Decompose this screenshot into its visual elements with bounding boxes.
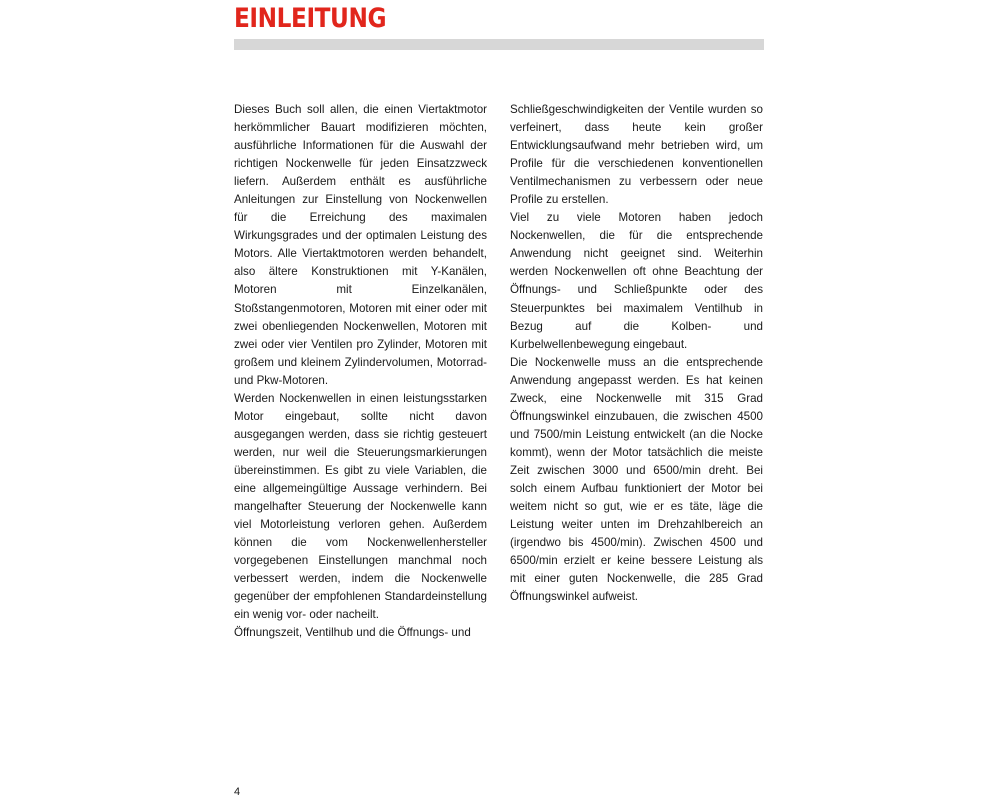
paragraph: Schließgeschwindigkeiten der Ventile wurden so verfeinert, dass heute kein großer Entwicklungsaufwand mehr betrieben wird, um Profile für die verschiedenen konventionellen Ventilmechanismen zu verbessern oder neue Profile zu erstellen.: [510, 103, 763, 207]
paragraph: Öffnungszeit, Ventilhub und die Öffnungs- und: [234, 626, 471, 640]
paragraph: Werden Nockenwellen in einen leistungsstarken Motor eingebaut, sollte nicht davon ausgegangen werden, dass sie richtig gesteuert werden, nur weil die Steuerungsmarkierungen übereinstimmen. Es gibt zu viele Variablen, die eine allgemeingültige Aussage verhindern. Bei mangelhafter Steuerung der Nockenwelle kann viel Motorleistung verloren gehen. Außerdem können die vom Nockenwellenhersteller vorgegebenen Einstellungen manchmal noch verbessert werden, indem die Nockenwelle gegenüber der empfohlenen Standardeinstellung ein wenig vor- oder nacheilt.: [234, 391, 487, 622]
title-rule: [234, 39, 764, 50]
paragraph: Viel zu viele Motoren haben jedoch Nockenwellen, die für die entsprechende Anwendung nicht geeignet sind. Weiterhin werden Nockenwellen oft ohne Beachtung der Öffnungs- und Schließpunkte oder des Steuerpunktes bei maximalem Ventilhub in Bezug auf die Kolben- und Kurbelwellenbewegung eingebaut.: [510, 211, 763, 351]
page-title: EINLEITUNG: [234, 3, 387, 34]
left-text-column: [234, 101, 487, 642]
right-text-column: [510, 101, 763, 606]
page-number: 4: [234, 786, 241, 798]
paragraph: Dieses Buch soll allen, die einen Viertaktmotor herkömmlicher Bauart modifizieren möchten, ausführliche Informationen für die Auswahl der richtigen Nockenwelle für jeden Einsatzzweck liefern. Außerdem enthält es ausführliche Anleitungen zur Einstellung von Nockenwellen für die Erreichung des maximalen Wirkungsgrades und der optimalen Leistung des Motors. Alle Viertaktmotoren werden behandelt, also ältere Konstruktionen mit Y-Kanälen, Motoren mit Einzelkanälen, Stoßstangenmotoren, Motoren mit einer oder mit zwei obenliegenden Nockenwellen, Motoren mit zwei oder vier Ventilen pro Zylinder, Motoren mit großem und kleinem Zylindervolumen, Motorrad- und Pkw-Motoren.: [234, 103, 487, 387]
paragraph: Die Nockenwelle muss an die entsprechende Anwendung angepasst werden. Es hat keinen Zweck, eine Nockenwelle mit 315 Grad Öffnungswinkel einzubauen, die zwischen 4500 und 7500/min Leistung entwickelt (an die Nocke kommt), wenn der Motor tatsächlich die meiste Zeit zwischen 3000 und 6500/min dreht. Bei solch einem Aufbau funktioniert der Motor bei weitem nicht so gut, wie er es täte, läge die Leistung weiter unten im Drehzahlbereich an (irgendwo bis 4500/min). Zwischen 4500 und 6500/min erzielt er keine bessere Leistung als mit einer guten Nockenwelle, die 285 Grad Öffnungswinkel aufweist.: [510, 355, 763, 604]
